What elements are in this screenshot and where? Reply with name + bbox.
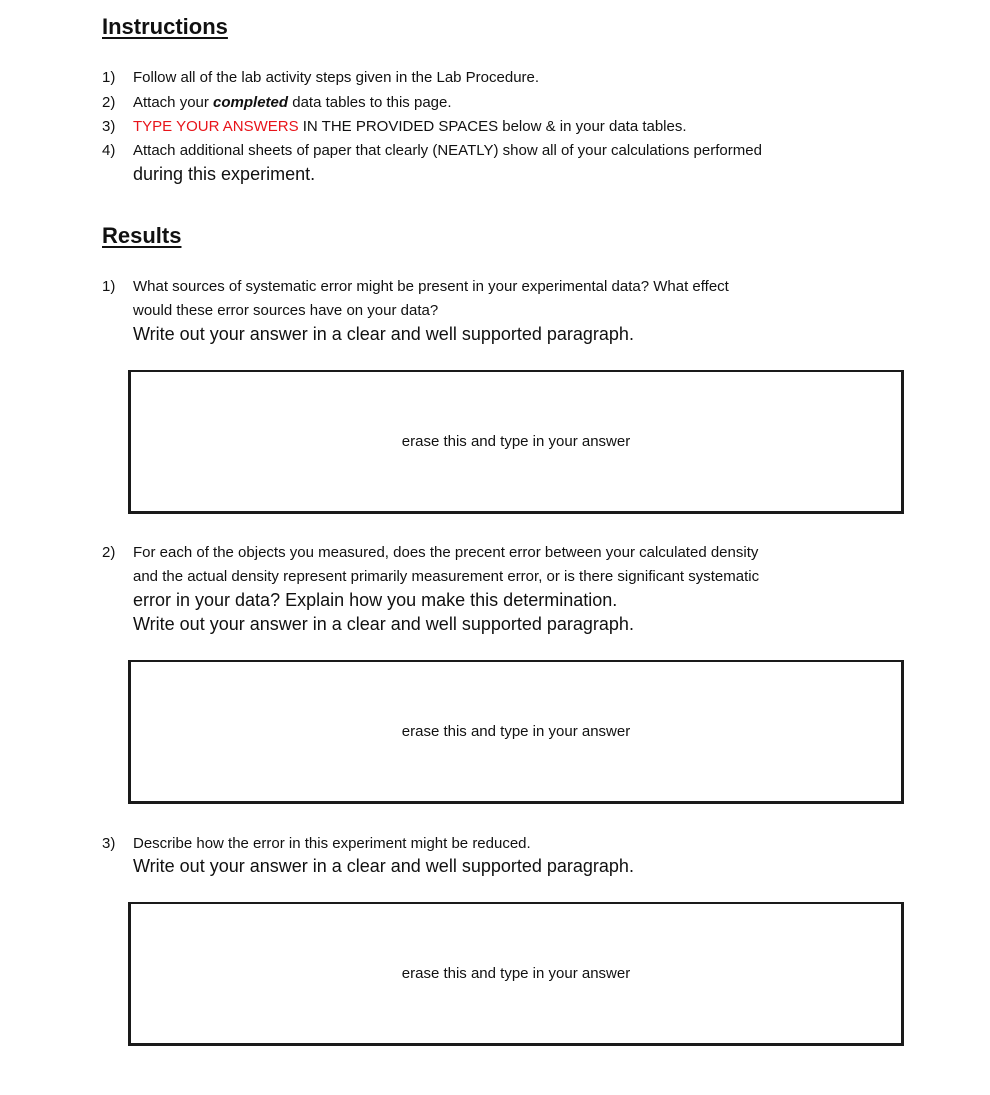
instruction-2-emphasis: completed: [213, 94, 289, 111]
answer-1-text[interactable]: erase this and type in your answer: [401, 433, 631, 450]
question-2-line-1: For each of the objects you measured, does the precent error between your calculated density: [133, 544, 759, 561]
instruction-2-pre: Attach your: [133, 94, 214, 111]
instruction-3-number: 3): [102, 118, 116, 135]
question-1-prompt: Write out your answer in a clear and well supported paragraph.: [133, 324, 634, 344]
question-1-line-1: What sources of systematic error might be present in your experimental data? What effect: [133, 278, 729, 295]
instruction-1-number: 1): [102, 69, 116, 86]
instruction-3-red-text: TYPE YOUR ANSWERS: [133, 118, 299, 135]
results-heading: Results: [102, 223, 182, 248]
instruction-4-number: 4): [102, 142, 116, 159]
answer-box-1[interactable]: [128, 370, 904, 514]
instruction-2-post: data tables to this page.: [288, 94, 452, 111]
answer-box-3[interactable]: [128, 902, 904, 1046]
instruction-2-number: 2): [102, 94, 116, 111]
answer-3-text[interactable]: erase this and type in your answer: [401, 965, 631, 982]
instruction-4-line-2: during this experiment.: [133, 164, 316, 184]
instruction-2-text: [133, 94, 452, 111]
question-3-prompt: Write out your answer in a clear and well supported paragraph.: [133, 856, 634, 876]
question-1-line-2: would these error sources have on your data?: [133, 302, 439, 319]
question-2-number: 2): [102, 544, 116, 561]
instruction-4-line-1: Attach additional sheets of paper that clearly (NEATLY) show all of your calculations performed: [133, 142, 762, 159]
question-3-number: 3): [102, 835, 116, 852]
question-1-number: 1): [102, 278, 116, 295]
instruction-3-text: [133, 118, 687, 135]
question-3-line-1: Describe how the error in this experiment might be reduced.: [133, 835, 531, 852]
instruction-3-post: IN THE PROVIDED SPACES below & in your data tables.: [298, 118, 687, 135]
answer-box-2[interactable]: [128, 660, 904, 804]
instructions-heading: Instructions: [102, 14, 228, 39]
question-2-prompt: Write out your answer in a clear and well supported paragraph.: [133, 614, 634, 634]
answer-2-text[interactable]: erase this and type in your answer: [401, 723, 631, 740]
instruction-1-text: Follow all of the lab activity steps given in the Lab Procedure.: [133, 69, 540, 86]
question-2-line-2: and the actual density represent primarily measurement error, or is there significant systematic: [133, 568, 760, 585]
question-2-line-3: error in your data? Explain how you make this determination.: [133, 590, 618, 610]
